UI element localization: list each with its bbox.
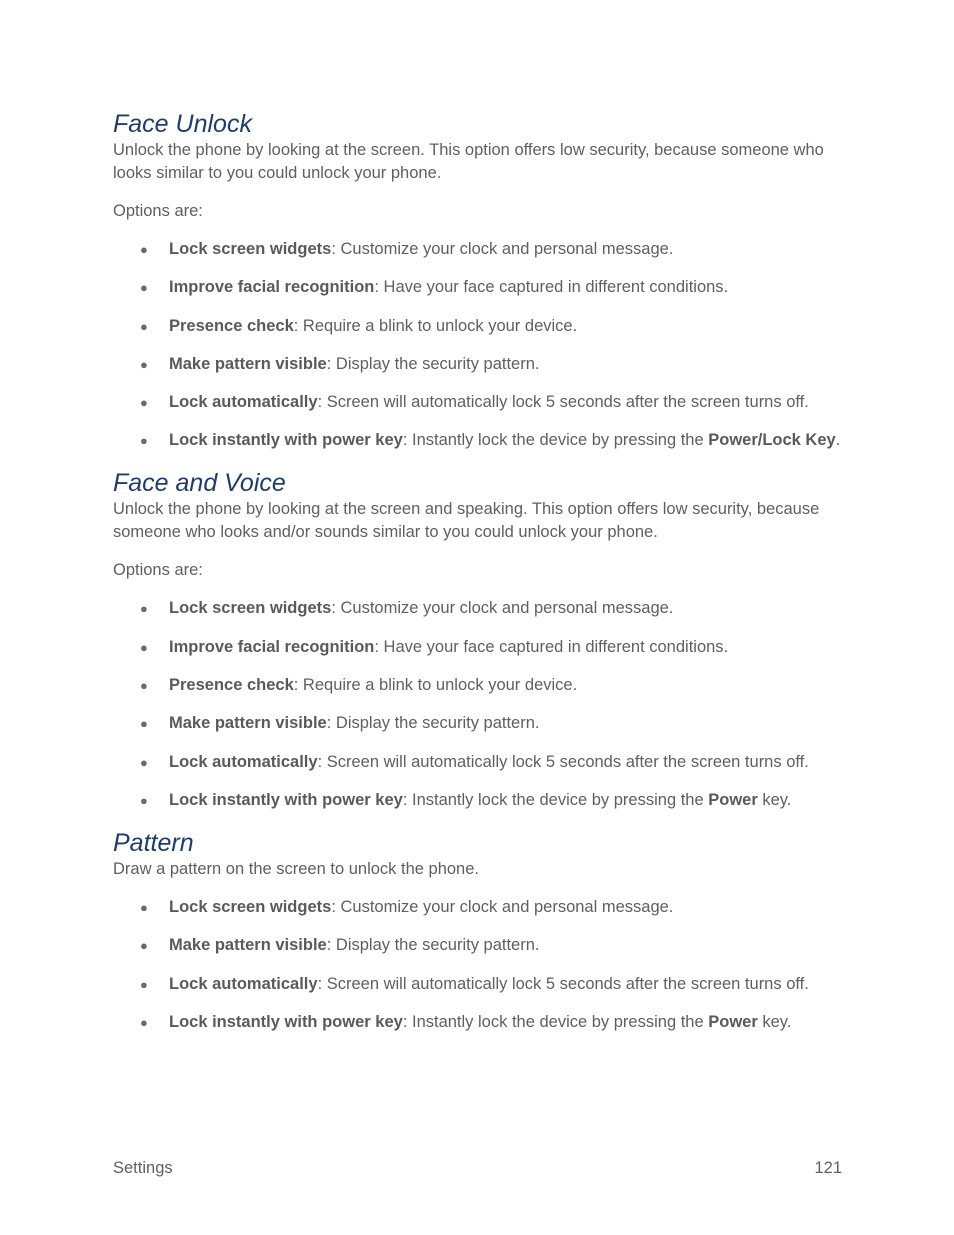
list-item: ● Make pattern visible: Display the security pattern. xyxy=(113,353,848,376)
bullet-icon: ● xyxy=(140,601,148,617)
options-label: Options are: xyxy=(113,202,203,220)
list-item: ● Presence check: Require a blink to unlock your device. xyxy=(113,315,848,338)
list-item: ● Presence check: Require a blink to unlock your device. xyxy=(113,674,848,697)
section-description: Unlock the phone by looking at the screen and speaking. This option offers low security, because someone who looks and/or sounds similar to you could unlock your phone. xyxy=(113,500,820,542)
list-item: ● Lock automatically: Screen will automatically lock 5 seconds after the screen turns off. xyxy=(113,391,848,414)
section-title: Face and Voice xyxy=(113,469,286,498)
list-item: ● Lock instantly with power key: Instantly lock the device by pressing the Power/Lock Key. xyxy=(113,429,848,452)
list-item: ● Lock automatically: Screen will automatically lock 5 seconds after the screen turns off. xyxy=(113,973,848,996)
bullet-icon: ● xyxy=(140,976,148,992)
bullet-icon: ● xyxy=(140,678,148,694)
page-footer xyxy=(113,1157,842,1179)
section-face-unlock xyxy=(113,109,848,452)
list-item: ● Lock automatically: Screen will automatically lock 5 seconds after the screen turns off. xyxy=(113,751,848,774)
list-item: ● Lock screen widgets: Customize your clock and personal message. xyxy=(113,896,848,919)
options-list xyxy=(113,238,848,452)
bullet-icon: ● xyxy=(140,395,148,411)
list-item: ● Improve facial recognition: Have your face captured in different conditions. xyxy=(113,276,848,299)
list-item: ● Lock screen widgets: Customize your clock and personal message. xyxy=(113,597,848,620)
list-item: ● Lock screen widgets: Customize your clock and personal message. xyxy=(113,238,848,261)
bullet-icon: ● xyxy=(140,356,148,372)
section-description: Unlock the phone by looking at the screen. This option offers low security, because someone who looks similar to you could unlock your phone. xyxy=(113,141,824,182)
bullet-icon: ● xyxy=(140,1014,148,1030)
bullet-icon: ● xyxy=(140,280,148,296)
bullet-icon: ● xyxy=(140,242,148,257)
bullet-icon: ● xyxy=(140,899,148,915)
list-item: ● Make pattern visible: Display the security pattern. xyxy=(113,934,848,957)
page-number: 121 xyxy=(814,1159,842,1177)
bullet-icon: ● xyxy=(140,318,148,334)
list-item: ● Make pattern visible: Display the security pattern. xyxy=(113,712,848,735)
section-title: Pattern xyxy=(113,828,194,857)
options-list xyxy=(113,597,848,811)
bullet-icon: ● xyxy=(140,433,148,449)
footer-section-name: Settings xyxy=(113,1159,173,1177)
bullet-icon: ● xyxy=(140,639,148,655)
list-item: ● Lock instantly with power key: Instantly lock the device by pressing the Power key. xyxy=(113,789,848,812)
section-pattern xyxy=(113,828,848,1034)
section-title: Face Unlock xyxy=(113,110,252,138)
options-label: Options are: xyxy=(113,561,203,580)
bullet-icon: ● xyxy=(140,754,148,770)
section-face-and-voice xyxy=(113,468,848,811)
section-description: Draw a pattern on the screen to unlock the phone. xyxy=(113,859,479,878)
list-item: ● Lock instantly with power key: Instantly lock the device by pressing the Power key. xyxy=(113,1011,848,1034)
options-list xyxy=(113,896,848,1034)
bullet-icon: ● xyxy=(140,938,148,954)
bullet-icon: ● xyxy=(140,792,148,808)
bullet-icon: ● xyxy=(140,716,148,732)
page-content xyxy=(113,109,848,1049)
list-item: ● Improve facial recognition: Have your face captured in different conditions. xyxy=(113,636,848,659)
